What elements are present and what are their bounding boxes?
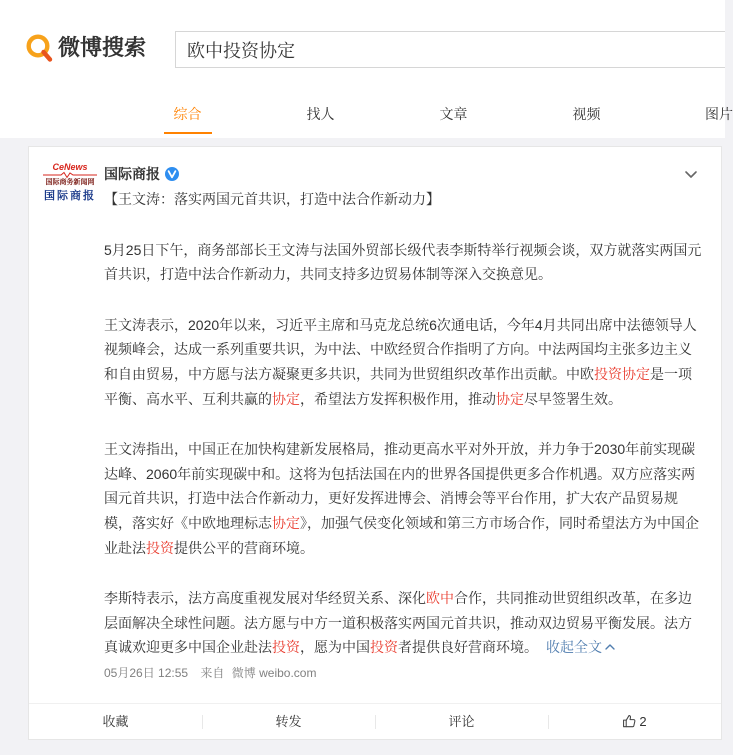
keyword-highlight: 协定: [272, 514, 300, 531]
text-segment: 尽早签署生效。: [524, 390, 622, 407]
keyword-highlight: 投资: [146, 539, 174, 556]
text-segment: 合作，共同推动世贸组织改革，在多边层面解决全球性问题。法方愿与中方一道积极落实两国元首共识，推动双边贸易平衡发展。法方真诚欢迎更多中国企业赴法: [104, 590, 692, 656]
post-paragraph: [104, 313, 704, 411]
tab-label: 视频: [572, 106, 601, 122]
post-content: [104, 187, 704, 681]
post-source[interactable]: 微博 weibo.com: [231, 665, 317, 680]
active-tab-underline: [164, 132, 212, 134]
text-segment: 5月25日下午，商务部部长王文涛与法国外贸部长级代表李斯特举行视频会谈，双方就落实两国元首共识，打造中法合作新动力，共同支持多边贸易体制等深入交换意见。: [104, 241, 702, 283]
keyword-highlight: 投资协定: [594, 365, 650, 382]
avatar[interactable]: [42, 162, 98, 212]
text-segment: ，愿为中国: [300, 639, 370, 656]
collapse-full-text-link[interactable]: [546, 639, 615, 655]
keyword-highlight: 投资: [370, 639, 398, 656]
post-paragraph: [104, 586, 704, 660]
favorite-button[interactable]: [29, 704, 202, 739]
avatar-logo-line1: 国际商务新闻网: [45, 179, 95, 186]
repost-label: 转发: [275, 714, 302, 729]
keyword-highlight: 协定: [496, 390, 524, 407]
chevron-up-icon: [605, 642, 615, 652]
post-action-bar: [29, 703, 721, 739]
comment-label: 评论: [448, 714, 475, 729]
tab-comprehensive[interactable]: [121, 95, 254, 137]
keyword-highlight: 协定: [272, 390, 300, 407]
like-button[interactable]: [548, 704, 721, 739]
post-paragraph: [104, 437, 704, 560]
chevron-down-icon[interactable]: [684, 167, 698, 181]
text-segment: ，希望法方发挥积极作用，推动: [300, 390, 496, 407]
tab-label: 找人: [306, 106, 335, 122]
tab-label: 图片: [705, 106, 733, 122]
search-input[interactable]: [175, 31, 725, 68]
text-segment: 提供公平的营商环境。: [174, 539, 314, 556]
tab-images[interactable]: [653, 95, 733, 137]
verified-badge-icon: [165, 167, 179, 181]
weibo-post-card: [28, 146, 722, 740]
text-segment: 者提供良好营商环境。: [398, 639, 538, 656]
thumbs-up-icon: [622, 714, 636, 728]
tab-people[interactable]: [254, 95, 387, 137]
tab-articles[interactable]: [387, 95, 520, 137]
text-segment: 王文涛指出，中国正在加快构建新发展格局，推动更高水平对外开放，并力争于2030年前实现碳达峰、2060年前实现碳中和。这将为包括法国在内的世界各国提供更多合作机遇。双方应落实两国元首共识，打造中法合作新动力，更好发挥进博会、消博会等平台作用，扩大农产品贸易规模，落实好《中欧地理标志: [104, 441, 696, 531]
keyword-highlight: 欧中: [426, 590, 454, 607]
post-paragraph: [104, 238, 704, 287]
like-count: 2: [639, 714, 647, 729]
source-prefix: 来自: [200, 665, 225, 680]
search-tabs: [121, 95, 733, 137]
avatar-logo-brand: CeNews: [52, 162, 88, 172]
weibo-search-logo-icon: [26, 34, 53, 62]
text-segment: 李斯特表示，法方高度重视发展对华经贸关系、深化: [104, 590, 426, 607]
post-time[interactable]: 05月26日 12:55: [104, 665, 189, 680]
author-line: [104, 164, 179, 184]
post-headline: 【王文涛：落实两国元首共识，打造中法合作新动力】: [104, 191, 440, 207]
weibo-search-logo[interactable]: [26, 33, 146, 63]
keyword-highlight: 投资: [272, 639, 300, 656]
text-segment: 王文涛表示，2020年以来，习近平主席和马克龙总统6次通电话，今年4月共同出席中法德领导人视频峰会，达成一系列重要共识，为中法、中欧经贸合作指明了方向。中法两国均主张多边主义和自由贸易，中方愿与法方凝聚更多共识，共同为世贸组织改革作出贡献。中欧: [104, 316, 697, 382]
repost-button[interactable]: [202, 704, 375, 739]
tab-videos[interactable]: [520, 95, 653, 137]
text-segment: 是一项平衡、高水平、互利共赢的: [104, 365, 692, 407]
tab-label: 文章: [439, 106, 468, 122]
avatar-logo-line2: 国际商报: [44, 189, 96, 202]
logo-text: 微博搜索: [58, 35, 147, 60]
collapse-label: 收起全文: [546, 639, 602, 656]
post-meta: [104, 665, 704, 681]
tab-label: 综合: [173, 106, 202, 122]
comment-button[interactable]: [375, 704, 548, 739]
favorite-label: 收藏: [102, 714, 129, 729]
text-segment: 》，加强气侯变化领域和第三方市场合作，同时希望法方为中国企业赴法: [104, 514, 699, 556]
author-name[interactable]: 国际商报: [104, 166, 160, 182]
search-header: [0, 0, 733, 138]
